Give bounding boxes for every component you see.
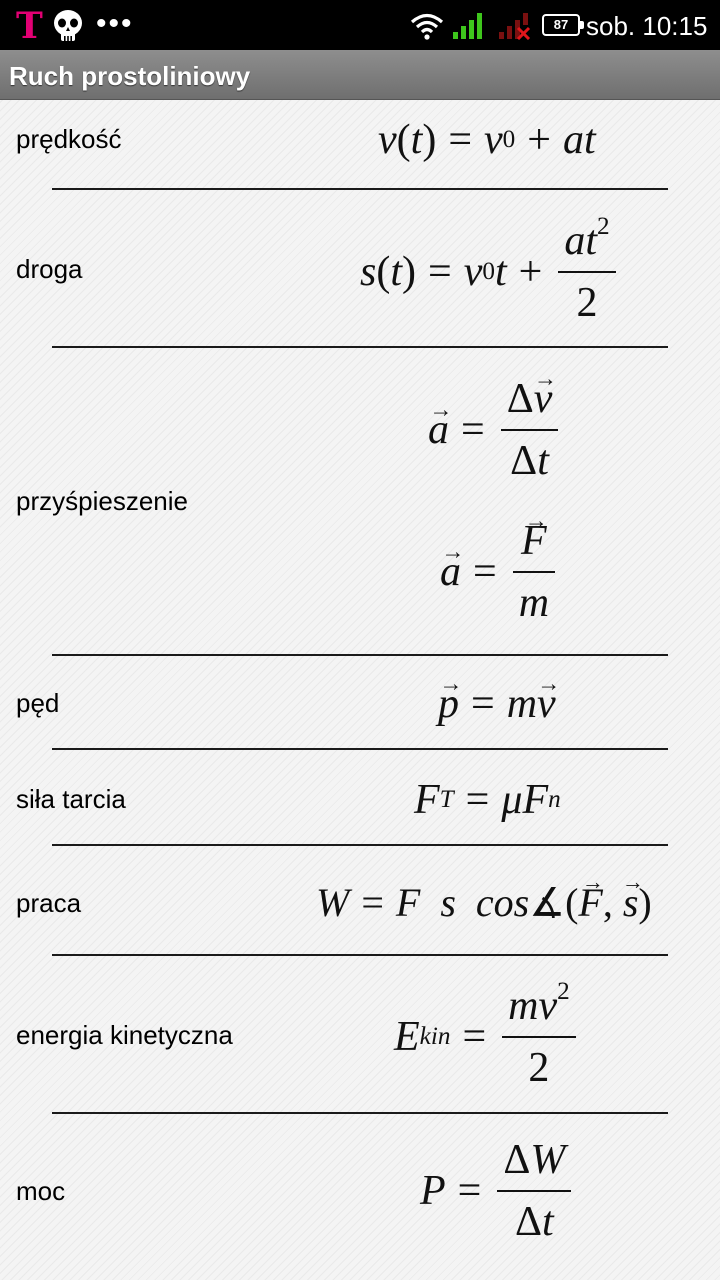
formula-power: P = $\frac{\Delta W}{\Delta t}$ <box>420 1136 575 1246</box>
separator <box>52 654 668 656</box>
formula-label-power: moc <box>16 1176 66 1206</box>
separator <box>52 954 668 956</box>
formula-kinetic-energy: E kin = $\frac{mv^2}{2}$ <box>394 982 580 1092</box>
formula-label-kinetic-energy: energia kinetyczna <box>16 1020 233 1050</box>
page-title: Ruch prostoliniowy <box>9 61 251 91</box>
formula-label-friction: siła tarcia <box>16 784 126 814</box>
more-dots-icon: ••• <box>96 7 134 40</box>
signal-no-data-icon <box>498 12 532 40</box>
status-bar <box>0 0 720 50</box>
formula-label-acceleration: przyśpieszenie <box>16 486 188 516</box>
signal-icon <box>452 12 484 40</box>
tmobile-logo-icon: T <box>16 5 43 47</box>
formula-acceleration-velocity: → a = $\frac{\Delta\to v}{\Delta t}$ <box>428 376 562 484</box>
formula-momentum: → p = m → v <box>438 680 556 728</box>
formula-label-work: praca <box>16 888 82 918</box>
separator <box>52 844 668 846</box>
formula-label-momentum: pęd <box>16 688 60 718</box>
separator <box>52 748 668 750</box>
formula-acceleration-force: → a = → $\frac{F}{m}$ <box>440 516 559 628</box>
app-title-bar <box>0 50 720 100</box>
battery-icon: 87 <box>542 14 580 36</box>
skull-icon <box>52 8 84 44</box>
separator <box>52 188 668 190</box>
separator <box>52 346 668 348</box>
separator <box>52 1112 668 1114</box>
wifi-icon <box>410 12 444 40</box>
formula-friction: F T = μF n <box>414 777 561 823</box>
status-clock: sob. 10:15 <box>586 11 708 41</box>
formula-velocity: v ( t ) = v 0 + at <box>378 117 596 163</box>
formula-distance: s ( t ) = v 0 t + $\frac{at^2}{2}$ <box>360 218 620 326</box>
formula-work: W = F s cos ∡( → F , → s ) <box>316 878 652 926</box>
formula-label-distance: droga <box>16 254 83 284</box>
formula-list[interactable] <box>0 100 720 1280</box>
formula-label-velocity: prędkość <box>16 124 122 154</box>
